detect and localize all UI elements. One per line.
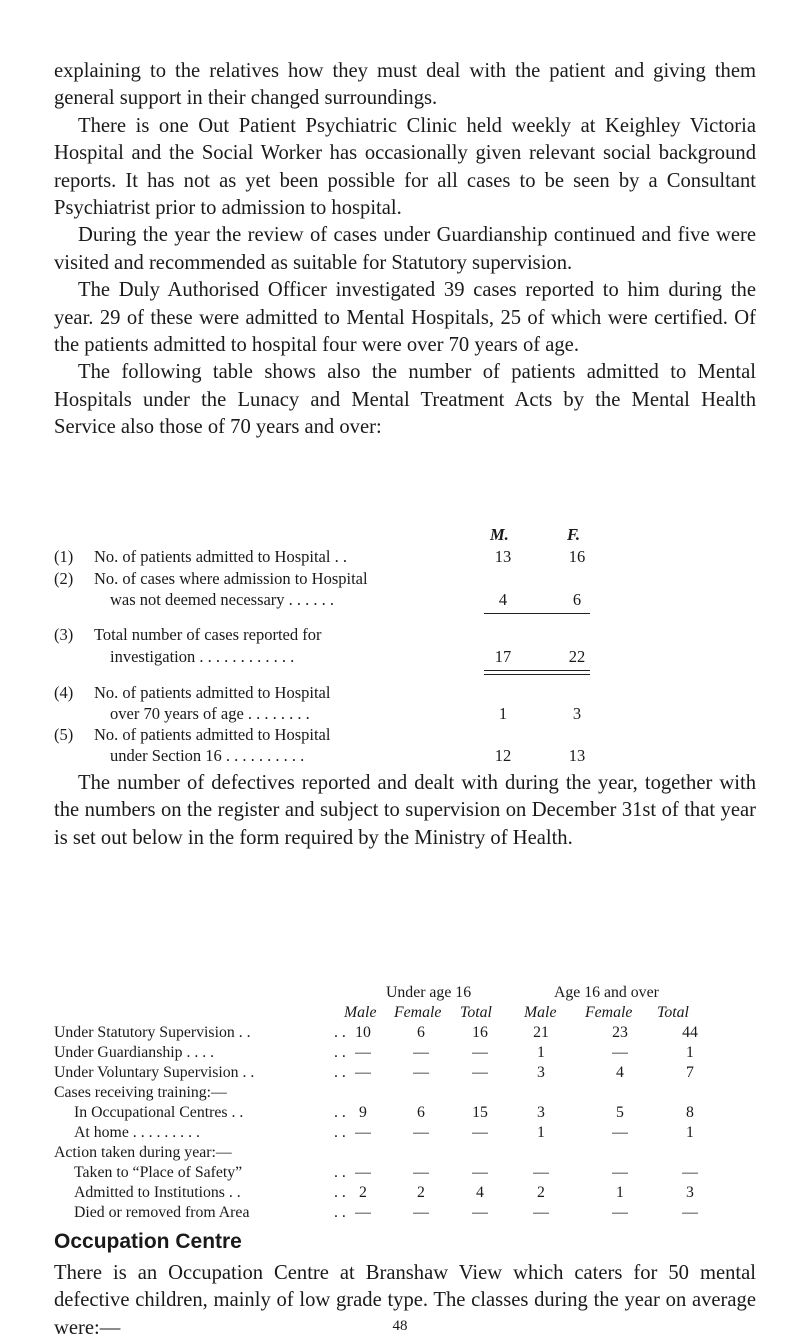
cell-under16-total: — [472, 1124, 488, 1141]
row-label: Under Statutory Supervision . . [54, 1024, 251, 1041]
page-number: 48 [392, 1318, 408, 1334]
cell-under16-total: — [472, 1164, 488, 1181]
sub-header-total: Total [460, 1004, 492, 1021]
row-label: Died or removed from Area [74, 1204, 250, 1221]
cell-under16-female: 6 [417, 1024, 425, 1041]
male-value: 13 [494, 547, 512, 566]
total-double-rule [484, 670, 590, 675]
cell-under16-male: — [355, 1164, 371, 1181]
cell-under16-male: — [355, 1044, 371, 1061]
row-number: (3) [54, 625, 74, 644]
cell-over16-male: 1 [537, 1044, 545, 1061]
male-value: 1 [498, 704, 508, 723]
column-header-female: F. [567, 525, 581, 544]
cell-over16-total: 3 [686, 1184, 694, 1201]
cell-over16-female: — [612, 1044, 628, 1061]
cell-over16-female: 4 [616, 1064, 624, 1081]
cell-under16-male: 10 [355, 1024, 371, 1041]
row-label: At home . . . . . . . . . [74, 1124, 200, 1141]
cell-under16-female: 6 [417, 1104, 425, 1121]
section-label: Action taken during year:— [54, 1144, 232, 1161]
row-label-continued: investigation . . . . . . . . . . . . [110, 647, 295, 666]
leader-dots: . . [334, 1204, 346, 1221]
row-label: No. of patients admitted to Hospital [94, 725, 331, 744]
cell-over16-male: 2 [537, 1184, 545, 1201]
row-label: Taken to “Place of Safety” [74, 1164, 243, 1181]
row-label: No. of cases where admission to Hospital [94, 569, 368, 588]
sub-header-total: Total [657, 1004, 689, 1021]
cell-under16-total: 15 [472, 1104, 488, 1121]
paragraph-occupation: There is an Occupation Centre at Branshaw View which caters for 50 mental defective children, mainly of low grade type. The classes during the year on average were:— [54, 1262, 756, 1339]
cell-under16-female: — [413, 1064, 429, 1081]
male-value: 17 [494, 647, 512, 666]
cell-over16-total: 1 [686, 1124, 694, 1141]
subtotal-rule [484, 613, 590, 614]
cell-over16-male: 3 [537, 1104, 545, 1121]
cell-under16-female: — [413, 1124, 429, 1141]
female-value: 6 [572, 590, 582, 609]
cell-under16-male: 9 [359, 1104, 367, 1121]
cell-over16-male: 3 [537, 1064, 545, 1081]
row-number: (4) [54, 683, 74, 702]
cell-over16-female: — [612, 1204, 628, 1221]
cell-over16-total: 7 [686, 1064, 694, 1081]
leader-dots: . . [334, 1024, 346, 1041]
cell-over16-female: — [612, 1124, 628, 1141]
cell-under16-female: — [413, 1204, 429, 1221]
sub-header-female: Female [585, 1004, 633, 1021]
intro-text [54, 58, 756, 442]
male-value: 12 [494, 746, 512, 765]
leader-dots: . . [334, 1104, 346, 1121]
cell-under16-female: — [413, 1044, 429, 1061]
row-label: Total number of cases reported for [94, 625, 322, 644]
row-label: In Occupational Centres . . [74, 1104, 244, 1121]
cell-under16-female: — [413, 1164, 429, 1181]
paragraph-defectives: The number of defectives reported and dealt with during the year, together with the numbers on the register and subject to supervision on December 31st of that year is set out below in the form required by the Ministry of Health. [54, 772, 756, 849]
cell-over16-male: — [533, 1164, 549, 1181]
female-value: 16 [568, 547, 586, 566]
leader-dots: . . [334, 1164, 346, 1181]
cell-under16-total: 16 [472, 1024, 488, 1041]
group-header-16-and-over: Age 16 and over [554, 984, 659, 1001]
cell-under16-total: — [472, 1044, 488, 1061]
cell-over16-total: 1 [686, 1044, 694, 1061]
cell-over16-male: 21 [533, 1024, 549, 1041]
cell-over16-female: 1 [616, 1184, 624, 1201]
row-label-continued: under Section 16 . . . . . . . . . . [110, 746, 305, 765]
cell-under16-female: 2 [417, 1184, 425, 1201]
cell-under16-male: 2 [359, 1184, 367, 1201]
row-label: No. of patients admitted to Hospital . . [94, 547, 347, 566]
paragraph-table-intro: The following table shows also the number of patients admitted to Mental Hospitals under the Lunacy and Mental Treatment Acts by the Mental Health Service also those of 70 years and over: [54, 361, 756, 439]
row-label: Under Voluntary Supervision . . [54, 1064, 255, 1081]
cell-over16-female: 23 [612, 1024, 628, 1041]
leader-dots: . . [334, 1124, 346, 1141]
leader-dots: . . [334, 1064, 346, 1081]
cell-over16-female: — [612, 1164, 628, 1181]
cell-over16-total: 8 [686, 1104, 694, 1121]
cell-over16-total: 44 [682, 1024, 698, 1041]
cell-under16-male: — [355, 1124, 371, 1141]
cell-over16-female: 5 [616, 1104, 624, 1121]
sub-header-male: Male [344, 1004, 377, 1021]
male-value: 4 [498, 590, 508, 609]
row-label-continued: was not deemed necessary . . . . . . [110, 590, 335, 609]
row-number: (5) [54, 725, 74, 744]
row-number: (1) [54, 547, 74, 566]
paragraph-clinic: There is one Out Patient Psychiatric Clinic held weekly at Keighley Victoria Hospital and the Social Worker has occasionally given relevant social background reports. It has not as yet been possible for all cases to be seen by a Consultant Psychiatrist prior to admission to hospital. [54, 114, 756, 220]
sub-header-female: Female [394, 1004, 442, 1021]
sub-header-male: Male [524, 1004, 557, 1021]
cell-under16-total: — [472, 1204, 488, 1221]
paragraph-relatives: explaining to the relatives how they must deal with the patient and giving them general support in their changed surroundings. [54, 60, 756, 110]
female-value: 3 [572, 704, 582, 723]
section-heading: Occupation Centre [54, 1230, 242, 1253]
cell-over16-total: — [682, 1164, 698, 1181]
cell-under16-male: — [355, 1204, 371, 1221]
female-value: 13 [568, 746, 586, 765]
cell-under16-total: 4 [476, 1184, 484, 1201]
paragraph-officer: The Duly Authorised Officer investigated 39 cases reported to him during the year. 29 of these were admitted to Mental Hospitals, 25 of which were certified. Of the patients admitted to hospital four were over 70 years of age. [54, 279, 756, 357]
leader-dots: . . [334, 1044, 346, 1061]
defectives-text [54, 770, 756, 852]
section-label: Cases receiving training:— [54, 1084, 227, 1101]
female-value: 22 [568, 647, 586, 666]
row-number: (2) [54, 569, 74, 588]
paragraph-guardianship: During the year the review of cases under Guardianship continued and five were visited and recommended as suitable for Statutory supervision. [54, 224, 756, 274]
cell-under16-male: — [355, 1064, 371, 1081]
column-header-male: M. [490, 525, 509, 544]
cell-under16-total: — [472, 1064, 488, 1081]
cell-over16-total: — [682, 1204, 698, 1221]
cell-over16-male: — [533, 1204, 549, 1221]
group-header-under-16: Under age 16 [386, 984, 472, 1001]
row-label: Admitted to Institutions . . [74, 1184, 241, 1201]
row-label: Under Guardianship . . . . [54, 1044, 215, 1061]
row-label: No. of patients admitted to Hospital [94, 683, 331, 702]
leader-dots: . . [334, 1184, 346, 1201]
row-label-continued: over 70 years of age . . . . . . . . [110, 704, 310, 723]
cell-over16-male: 1 [537, 1124, 545, 1141]
